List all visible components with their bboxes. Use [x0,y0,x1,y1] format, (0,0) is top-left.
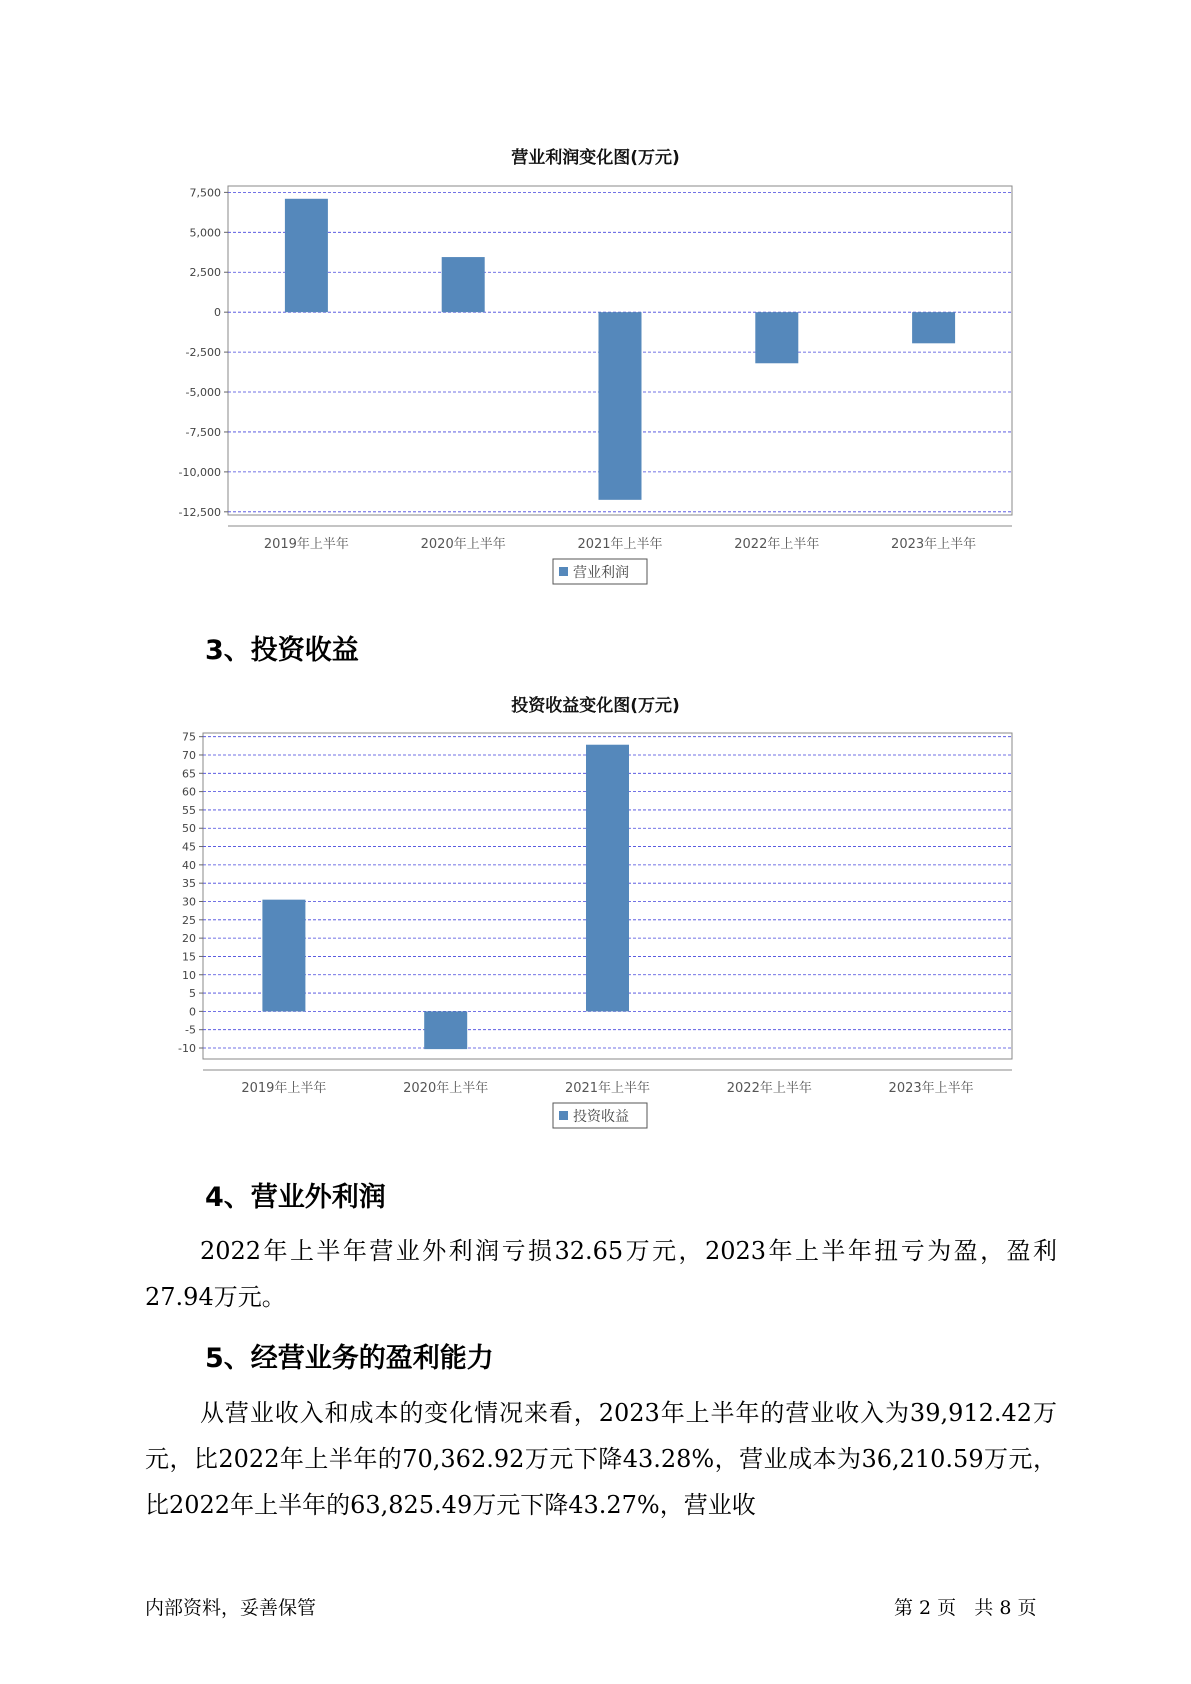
y-tick-label: 7,500 [189,186,221,200]
x-tick-label: 2020年上半年 [420,537,506,552]
x-tick-label: 2020年上半年 [403,1081,489,1096]
bar [586,745,629,1012]
section-4-heading: 4、营业外利润 [205,1182,386,1213]
y-tick-label: 50 [182,822,196,836]
y-tick-label: 0 [214,306,221,320]
y-tick-label: -5,000 [185,386,221,400]
y-tick-label: 70 [182,748,196,762]
y-tick-label: 75 [182,730,196,744]
footer-confidential-note: 内部资料，妥善保管 [145,1597,317,1619]
bar [442,257,485,312]
x-tick-label: 2021年上半年 [577,537,663,552]
y-tick-label: -12,500 [178,505,221,519]
y-tick-label: 20 [182,932,196,946]
bar [755,312,798,363]
y-tick-label: -10,000 [178,465,221,479]
section-4-paragraph: 2022年上半年营业外利润亏损32.65万元，2023年上半年扭亏为盈，盈利27.94万元。 [145,1237,1057,1311]
y-tick-label: 15 [182,950,196,964]
x-tick-label: 2023年上半年 [888,1081,974,1096]
legend-label: 投资收益 [573,1109,629,1125]
y-tick-label: 35 [182,877,196,891]
section-3-heading: 3、投资收益 [205,635,359,666]
legend-label: 营业利润 [573,565,629,581]
y-tick-label: 45 [182,840,196,854]
investment-income-chart [0,718,1191,1138]
x-tick-label: 2022年上半年 [726,1081,812,1096]
operating-profit-chart [0,170,1191,590]
x-tick-label: 2021年上半年 [564,1081,651,1096]
bar [424,1011,467,1049]
legend-swatch [559,1111,568,1120]
section-5-paragraph: 从营业收入和成本的变化情况来看，2023年上半年的营业收入为39,912.42万元，比2022年上半年的70,362.92万元下降43.28%，营业成本为36,210.59万元，比2022年上半年的63,825.49万元下降43.27%，营业收 [145,1399,1057,1519]
y-tick-label: 25 [182,913,196,927]
y-tick-label: 60 [182,785,196,799]
footer-page-number: 第 2 页 共 8 页 [894,1597,1037,1619]
y-tick-label: 65 [182,767,196,781]
x-tick-label: 2019年上半年 [241,1081,327,1096]
x-tick-label: 2023年上半年 [891,537,977,552]
y-tick-label: -7,500 [185,425,221,439]
section-5-heading: 5、经营业务的盈利能力 [205,1343,494,1374]
x-tick-label: 2019年上半年 [263,537,349,552]
chart-title-investment-income: 投资收益变化图(万元) [511,696,680,716]
y-tick-label: 55 [182,803,196,817]
y-tick-label: 30 [182,895,196,909]
y-tick-label: -10 [178,1042,196,1056]
y-tick-label: 5 [189,987,196,1001]
y-tick-label: -5 [185,1023,196,1037]
y-tick-label: 2,500 [189,266,221,280]
y-tick-label: 10 [182,968,196,982]
x-tick-label: 2022年上半年 [734,537,820,552]
y-tick-label: 40 [182,858,196,872]
bar [599,312,642,500]
y-tick-label: -2,500 [185,346,221,360]
bar [285,199,328,312]
legend-swatch [559,567,568,576]
bar [262,900,305,1012]
chart-title-operating-profit: 营业利润变化图(万元) [511,148,680,168]
y-tick-label: 5,000 [189,226,221,240]
bar [912,312,955,343]
y-tick-label: 0 [189,1005,196,1019]
